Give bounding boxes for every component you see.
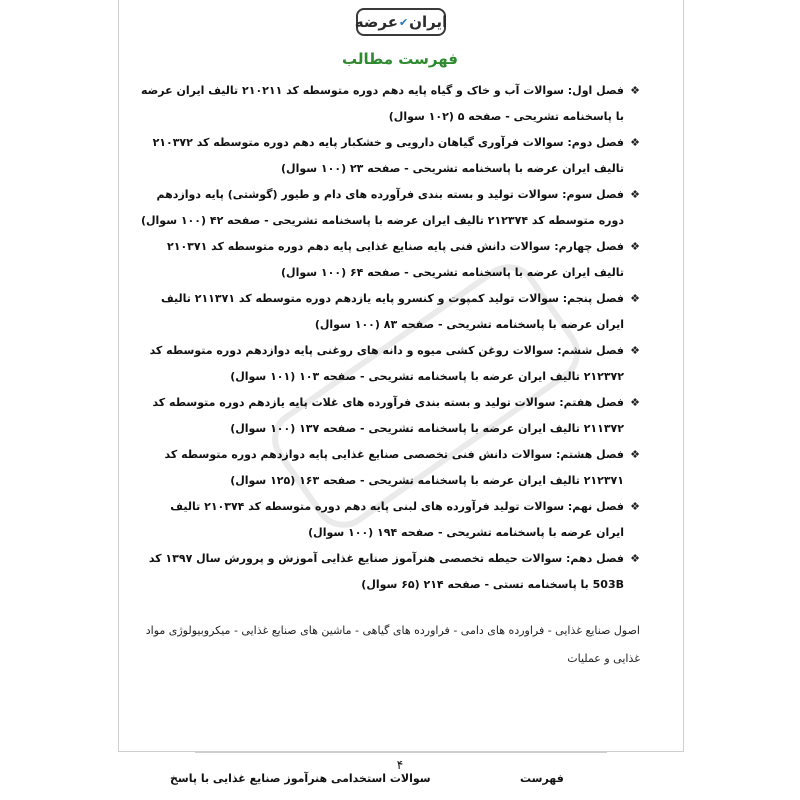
bullet-icon: ❖ [630,188,640,201]
toc-item [140,286,640,338]
toc-item [140,494,640,546]
brand-logo [356,8,446,36]
toc-item-text: فصل ششم: سوالات روغن کشی میوه و دانه های روغنی پایه دوازدهم دوره متوسطه کد ۲۱۲۳۷۲ تالیف ایران عرضه با پاسخنامه تشریحی - صفحه ۱۰۳ (۱۰۱ سوال) [149,344,624,383]
toc-item-text: فصل اول: سوالات آب و خاک و گیاه پایه دهم دوره متوسطه کد ۲۱۰۲۱۱ تالیف ایران عرضه با پاسخنامه تشریحی - صفحه ۵ (۱۰۲ سوال) [140,84,624,123]
bullet-icon: ❖ [630,136,640,149]
toc-item-text: فصل نهم: سوالات تولید فرآورده های لبنی پایه دهم دوره متوسطه کد ۲۱۰۳۷۴ تالیف ایران عرضه با پاسخنامه تشریحی - صفحه ۱۹۴ (۱۰۰ سوال) [170,500,624,539]
bullet-icon: ❖ [630,448,640,461]
bullet-icon: ❖ [630,344,640,357]
toc-item [140,546,640,598]
footer-divider [195,752,607,753]
toc-item-text: فصل چهارم: سوالات دانش فنی پایه صنایع غذایی پایه دهم دوره متوسطه کد ۲۱۰۳۷۱ تالیف ایران عرضه با پاسخنامه تشریحی - صفحه ۶۴ (۱۰۰ سوال) [167,240,624,279]
subjects-note: اصول صنایع غذایی - فراورده های دامی - فراورده های گیاهی - ماشین های صنایع غذایی - میکروبیولوژی مواد غذایی و عملیات [145,624,640,665]
bullet-icon: ❖ [630,240,640,253]
bullet-icon: ❖ [630,552,640,565]
toc-item [140,338,640,390]
bullet-icon: ❖ [630,396,640,409]
toc-item-text: فصل پنجم: سوالات تولید کمپوت و کنسرو پایه یازدهم دوره متوسطه کد ۲۱۱۳۷۱ تالیف ایران عرضه با پاسخنامه تشریحی - صفحه ۸۳ (۱۰۰ سوال) [160,292,624,331]
toc-item [140,78,640,130]
toc-item [140,442,640,494]
footer-book-title: سوالات استخدامی هنرآموز صنایع غذایی با پاسخ [170,772,431,785]
toc-list [140,78,640,598]
toc-item-text: فصل دوم: سوالات فرآوری گیاهان دارویی و خشکبار پایه دهم دوره متوسطه کد ۲۱۰۳۷۲ تالیف ایران عرضه با پاسخنامه تشریحی - صفحه ۲۳ (۱۰۰ سوال) [152,136,624,175]
bullet-icon: ❖ [630,292,640,305]
logo-text-2: عرضه [354,13,398,31]
toc-item [140,182,640,234]
logo-accent-icon: ✔ [398,15,409,29]
page-number: ۴ [396,758,404,772]
bullet-icon: ❖ [630,500,640,513]
toc-item [140,390,640,442]
toc-item-text: فصل سوم: سوالات تولید و بسته بندی فرآورده های دام و طیور (گوشتی) پایه دوازدهم دوره متوسطه کد ۲۱۲۳۷۴ تالیف ایران عرضه با پاسخنامه تشریحی - صفحه ۴۲ (۱۰۰ سوال) [140,188,624,227]
toc-item [140,234,640,286]
toc-item [140,130,640,182]
footer-section-title: فهرست [520,772,564,785]
toc-item-text: فصل هشتم: سوالات دانش فنی تخصصی صنایع غذایی پایه دوازدهم دوره متوسطه کد ۲۱۲۳۷۱ تالیف ایران عرضه با پاسخنامه تشریحی - صفحه ۱۶۳ (۱۲۵ سوال) [164,448,624,487]
logo-text-1: ایران [409,13,448,31]
toc-item-text: فصل دهم: سوالات حیطه تخصصی هنرآموز صنایع غذایی آموزش و پرورش سال ۱۳۹۷ کد 503B با پاسخنامه تستی - صفحه ۲۱۴ (۶۵ سوال) [148,552,624,591]
toc-title: فهرست مطالب [342,50,458,68]
bullet-icon: ❖ [630,84,640,97]
toc-item-text: فصل هفتم: سوالات تولید و بسته بندی فرآورده های غلات پایه یازدهم دوره متوسطه کد ۲۱۱۳۷۲ تالیف ایران عرضه با پاسخنامه تشریحی - صفحه ۱۳۷ (۱۰۰ سوال) [152,396,624,435]
